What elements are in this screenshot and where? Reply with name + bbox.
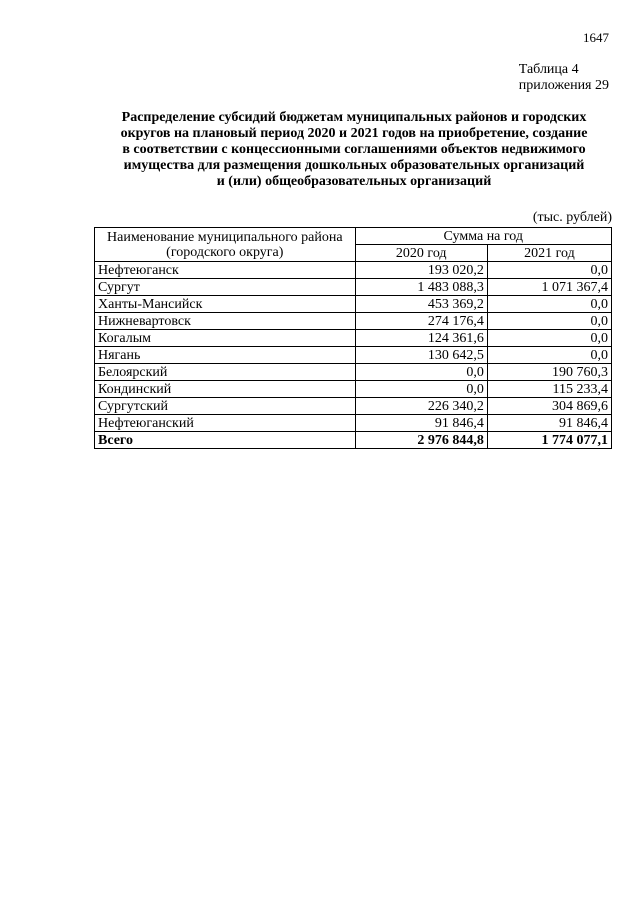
title-line: в соответствии с концессионными соглашениями объектов недвижимого — [122, 142, 586, 157]
document-title — [96, 110, 612, 190]
table-row — [95, 330, 612, 347]
title-line: и (или) общеобразовательных организаций — [216, 174, 492, 189]
row-2020: 130 642,5 — [355, 347, 487, 364]
row-2020: 91 846,4 — [355, 415, 487, 432]
total-2021: 1 774 077,1 — [487, 432, 611, 449]
row-name: Сургут — [95, 279, 356, 296]
row-name: Когалым — [95, 330, 356, 347]
row-2020: 193 020,2 — [355, 262, 487, 279]
row-2021: 304 869,6 — [487, 398, 611, 415]
row-name: Нефтеюганск — [95, 262, 356, 279]
row-2020: 0,0 — [355, 364, 487, 381]
title-line: Распределение субсидий бюджетам муниципальных районов и городских — [121, 110, 587, 125]
units-label: (тыс. рублей) — [532, 210, 612, 225]
table-row — [95, 398, 612, 415]
row-name: Нефтеюганский — [95, 415, 356, 432]
row-name: Нижневартовск — [95, 313, 356, 330]
page-number: 1647 — [583, 30, 609, 45]
table-row — [95, 364, 612, 381]
table-total-row — [95, 432, 612, 449]
row-name: Ханты-Мансийск — [95, 296, 356, 313]
row-2020: 124 361,6 — [355, 330, 487, 347]
row-name: Белоярский — [95, 364, 356, 381]
row-name: Сургутский — [95, 398, 356, 415]
row-2021: 0,0 — [487, 347, 611, 364]
table-row — [95, 347, 612, 364]
table-header-row — [95, 228, 612, 245]
table-reference-line1: Таблица 4 — [518, 62, 579, 77]
table-row — [95, 415, 612, 432]
row-2020: 453 369,2 — [355, 296, 487, 313]
header-year-2020: 2020 год — [355, 245, 487, 262]
row-2020: 226 340,2 — [355, 398, 487, 415]
row-2021: 91 846,4 — [487, 415, 611, 432]
table-reference-line2: приложения 29 — [518, 78, 609, 93]
title-line: округов на плановый период 2020 и 2021 годов на приобретение, создание — [120, 126, 588, 141]
header-municipality-line1: Наименование муниципального района — [107, 229, 343, 245]
subsidy-table — [94, 227, 612, 449]
header-municipality-line2: (городского округа) — [166, 244, 284, 260]
total-label: Всего — [95, 432, 356, 449]
row-2021: 115 233,4 — [487, 381, 611, 398]
table-reference — [519, 62, 609, 94]
table-row — [95, 313, 612, 330]
table-row — [95, 279, 612, 296]
table-row — [95, 262, 612, 279]
row-2020: 0,0 — [355, 381, 487, 398]
row-2021: 1 071 367,4 — [487, 279, 611, 296]
total-2020: 2 976 844,8 — [355, 432, 487, 449]
row-2020: 1 483 088,3 — [355, 279, 487, 296]
row-2021: 0,0 — [487, 330, 611, 347]
row-2021: 190 760,3 — [487, 364, 611, 381]
row-name: Кондинский — [95, 381, 356, 398]
title-line: имущества для размещения дошкольных образовательных организаций — [123, 158, 585, 173]
header-sum-per-year: Сумма на год — [355, 228, 611, 245]
header-municipality — [95, 228, 356, 262]
row-2021: 0,0 — [487, 313, 611, 330]
row-2021: 0,0 — [487, 296, 611, 313]
row-2020: 274 176,4 — [355, 313, 487, 330]
table-row — [95, 381, 612, 398]
row-name: Нягань — [95, 347, 356, 364]
row-2021: 0,0 — [487, 262, 611, 279]
header-year-2021: 2021 год — [487, 245, 611, 262]
table-row — [95, 296, 612, 313]
